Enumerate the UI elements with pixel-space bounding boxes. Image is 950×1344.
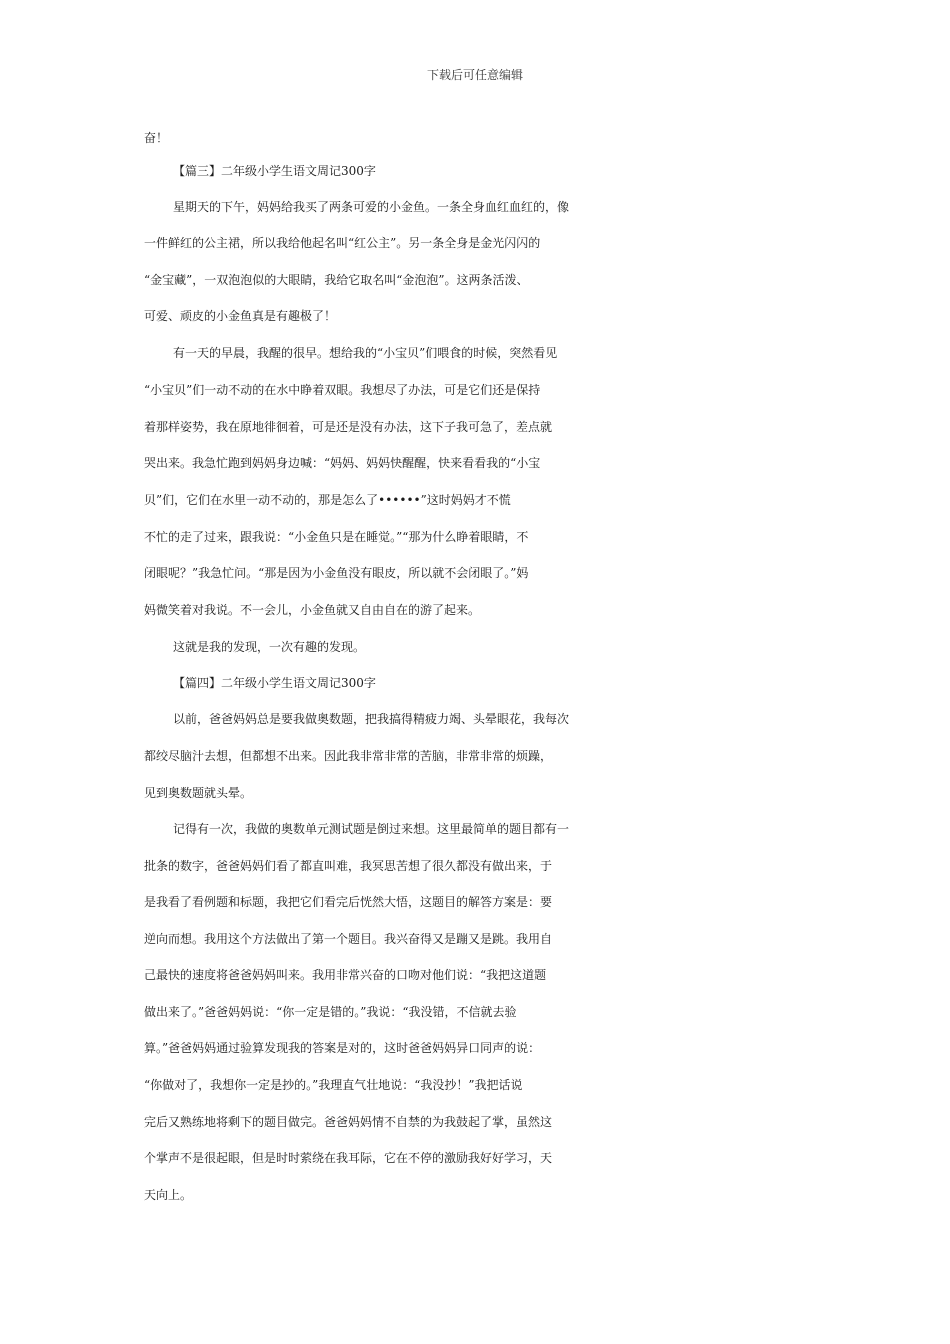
text-line: 可爱、顽皮的小金鱼真是有趣极了！ [144, 309, 337, 323]
section-heading: 【篇四】二年级小学生语文周记300字 [173, 676, 376, 690]
text-line: 贝”们，它们在水里一动不动的，那是怎么了••••••”这时妈妈才不慌 [144, 493, 511, 507]
text-line: 批条的数字，爸爸妈妈们看了都直叫难，我冥思苦想了很久都没有做出来，于 [144, 859, 553, 873]
section-heading: 【篇三】二年级小学生语文周记300字 [173, 164, 376, 178]
text-line: 算。”爸爸妈妈通过验算发现我的答案是对的，这时爸爸妈妈异口同声的说： [144, 1041, 541, 1055]
text-line: 记得有一次，我做的奥数单元测试题是倒过来想。这里最简单的题目都有一 [173, 822, 570, 836]
text-line: 逆向而想。我用这个方法做出了第一个题目。我兴奋得又是蹦又是跳。我用自 [144, 932, 553, 946]
text-line: 有一天的早晨，我醒的很早。想给我的“小宝贝”们喂食的时候，突然看见 [173, 346, 558, 360]
text-line: 奋！ [144, 131, 169, 145]
text-line: “小宝贝”们一动不动的在水中睁着双眼。我想尽了办法，可是它们还是保持 [144, 383, 541, 397]
page-header: 下载后可任意编辑 [426, 68, 523, 82]
text-line: 哭出来。我急忙跑到妈妈身边喊：“妈妈、妈妈快醒醒，快来看看我的“小宝 [144, 456, 541, 470]
text-line: 个掌声不是很起眼，但是时时萦绕在我耳际，它在不停的激励我好好学习，天 [144, 1151, 553, 1165]
text-line: 妈微笑着对我说。不一会儿，小金鱼就又自由自在的游了起来。 [144, 603, 481, 617]
text-line: 是我看了看例题和标题，我把它们看完后恍然大悟，这题目的解答方案是：要 [144, 895, 553, 909]
text-line: 做出来了。”爸爸妈妈说：“你一定是错的。”我说：“我没错，不信就去验 [144, 1005, 517, 1019]
text-line: 见到奥数题就头晕。 [144, 786, 253, 800]
text-line: “金宝藏”，一双泡泡似的大眼睛，我给它取名叫“金泡泡”。这两条活泼、 [144, 273, 529, 287]
text-line: 闭眼呢？”我急忙问。“那是因为小金鱼没有眼皮，所以就不会闭眼了。”妈 [144, 566, 529, 580]
text-line: 完后又熟练地将剩下的题目做完。爸爸妈妈情不自禁的为我鼓起了掌，虽然这 [144, 1115, 553, 1129]
text-line: 星期天的下午，妈妈给我买了两条可爱的小金鱼。一条全身血红血红的，像 [173, 200, 570, 214]
text-line: “你做对了，我想你一定是抄的。”我理直气壮地说：“我没抄！”我把话说 [144, 1078, 523, 1092]
text-line: 着那样姿势，我在原地徘徊着，可是还是没有办法，这下子我可急了，差点就 [144, 420, 553, 434]
text-line: 天向上。 [144, 1188, 193, 1202]
text-line: 不忙的走了过来，跟我说：“小金鱼只是在睡觉。”“那为什么睁着眼睛，不 [144, 530, 529, 544]
text-line: 这就是我的发现，一次有趣的发现。 [173, 640, 366, 654]
text-line: 都绞尽脑汁去想，但都想不出来。因此我非常非常的苦脑，非常非常的烦躁， [144, 749, 553, 763]
text-line: 以前，爸爸妈妈总是要我做奥数题，把我搞得精疲力竭、头晕眼花，我每次 [173, 712, 570, 726]
text-line: 己最快的速度将爸爸妈妈叫来。我用非常兴奋的口吻对他们说：“我把这道题 [144, 968, 547, 982]
text-line: 一件鲜红的公主裙，所以我给他起名叫“红公主”。另一条全身是金光闪闪的 [144, 236, 541, 250]
